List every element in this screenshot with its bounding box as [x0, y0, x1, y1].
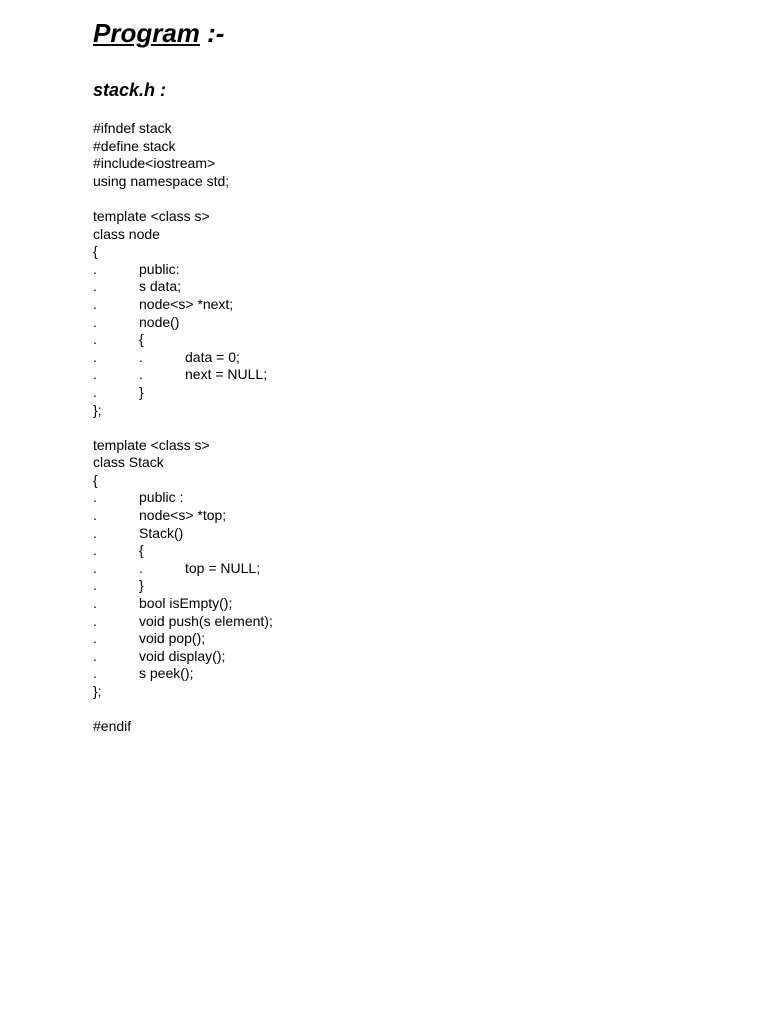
code-line — [93, 489, 693, 507]
code-line — [93, 402, 693, 420]
code-line — [93, 261, 693, 279]
code-line — [93, 560, 693, 578]
indent-marker: . — [93, 524, 97, 541]
code-line — [93, 683, 693, 701]
code-line — [93, 349, 693, 367]
code-line — [93, 472, 693, 490]
code-text: { — [93, 243, 98, 260]
code-line — [93, 595, 693, 613]
code-line — [93, 630, 693, 648]
page-title — [93, 16, 224, 50]
code-text: { — [93, 471, 98, 488]
code-text: public : — [139, 489, 184, 506]
indent-marker: . — [93, 577, 97, 594]
code-line — [93, 542, 693, 560]
code-line — [93, 718, 693, 736]
indent-marker: . — [93, 559, 97, 576]
indent-marker: . — [139, 348, 143, 365]
code-text: void display(); — [139, 647, 226, 664]
code-text: }; — [93, 401, 102, 418]
page-title-underlined: Program — [93, 18, 200, 48]
code-text: void pop(); — [139, 630, 206, 647]
code-line — [93, 138, 693, 156]
code-text: public: — [139, 260, 180, 277]
indent-marker: . — [93, 295, 97, 312]
indent-marker: . — [93, 348, 97, 365]
indent-marker: . — [93, 260, 97, 277]
code-line — [93, 419, 693, 437]
code-text: Stack() — [139, 524, 184, 541]
code-text: node() — [139, 313, 180, 330]
indent-marker: . — [93, 331, 97, 348]
code-line — [93, 437, 693, 455]
indent-marker: . — [93, 313, 97, 330]
code-text: } — [139, 577, 144, 594]
indent-marker: . — [93, 366, 97, 383]
code-text: using namespace std; — [93, 172, 230, 189]
code-text: s peek(); — [139, 665, 194, 682]
code-text: template <class s> — [93, 207, 210, 224]
code-line — [93, 613, 693, 631]
code-line — [93, 120, 693, 138]
code-line — [93, 648, 693, 666]
code-text: }; — [93, 683, 102, 699]
indent-marker: . — [93, 612, 97, 629]
code-line — [93, 278, 693, 296]
code-text: #endif — [93, 718, 132, 735]
indent-marker: . — [93, 542, 97, 559]
code-line — [93, 454, 693, 472]
indent-marker: . — [93, 383, 97, 400]
code-text: template <class s> — [93, 436, 210, 453]
indent-marker: . — [93, 507, 97, 524]
code-text: next = NULL; — [185, 366, 268, 383]
code-line — [93, 701, 693, 719]
code-line — [93, 577, 693, 595]
code-line — [93, 384, 693, 402]
code-line — [93, 665, 693, 683]
code-line — [93, 243, 693, 261]
page-title-suffix: :- — [199, 18, 225, 48]
code-line — [93, 525, 693, 543]
code-text: { — [139, 331, 144, 348]
code-text: { — [139, 542, 144, 559]
code-line — [93, 331, 693, 349]
code-text: #define stack — [93, 137, 176, 154]
code-line — [93, 296, 693, 314]
code-line — [93, 314, 693, 332]
code-listing — [93, 120, 693, 736]
indent-marker: . — [139, 559, 143, 576]
indent-marker: . — [93, 665, 97, 682]
indent-marker: . — [93, 630, 97, 647]
code-text: #ifndef stack — [93, 120, 172, 136]
code-text: s data; — [139, 278, 182, 295]
code-line — [93, 190, 693, 208]
file-heading: stack.h : — [93, 80, 167, 100]
code-text: class Stack — [93, 454, 164, 471]
code-text: #include<iostream> — [93, 155, 216, 172]
code-line — [93, 173, 693, 191]
code-text: node<s> *next; — [139, 295, 234, 312]
code-text: data = 0; — [185, 348, 240, 365]
code-text: bool isEmpty(); — [139, 595, 233, 612]
code-line — [93, 208, 693, 226]
code-text: } — [139, 383, 144, 400]
code-text: void push(s element); — [139, 612, 273, 629]
indent-marker: . — [139, 366, 143, 383]
code-text: node<s> *top; — [139, 507, 227, 524]
indent-marker: . — [93, 278, 97, 295]
code-line — [93, 366, 693, 384]
code-line — [93, 226, 693, 244]
indent-marker: . — [93, 595, 97, 612]
code-line — [93, 155, 693, 173]
indent-marker: . — [93, 647, 97, 664]
code-text: class node — [93, 225, 160, 242]
indent-marker: . — [93, 489, 97, 506]
code-text: top = NULL; — [185, 559, 261, 576]
code-line — [93, 507, 693, 525]
